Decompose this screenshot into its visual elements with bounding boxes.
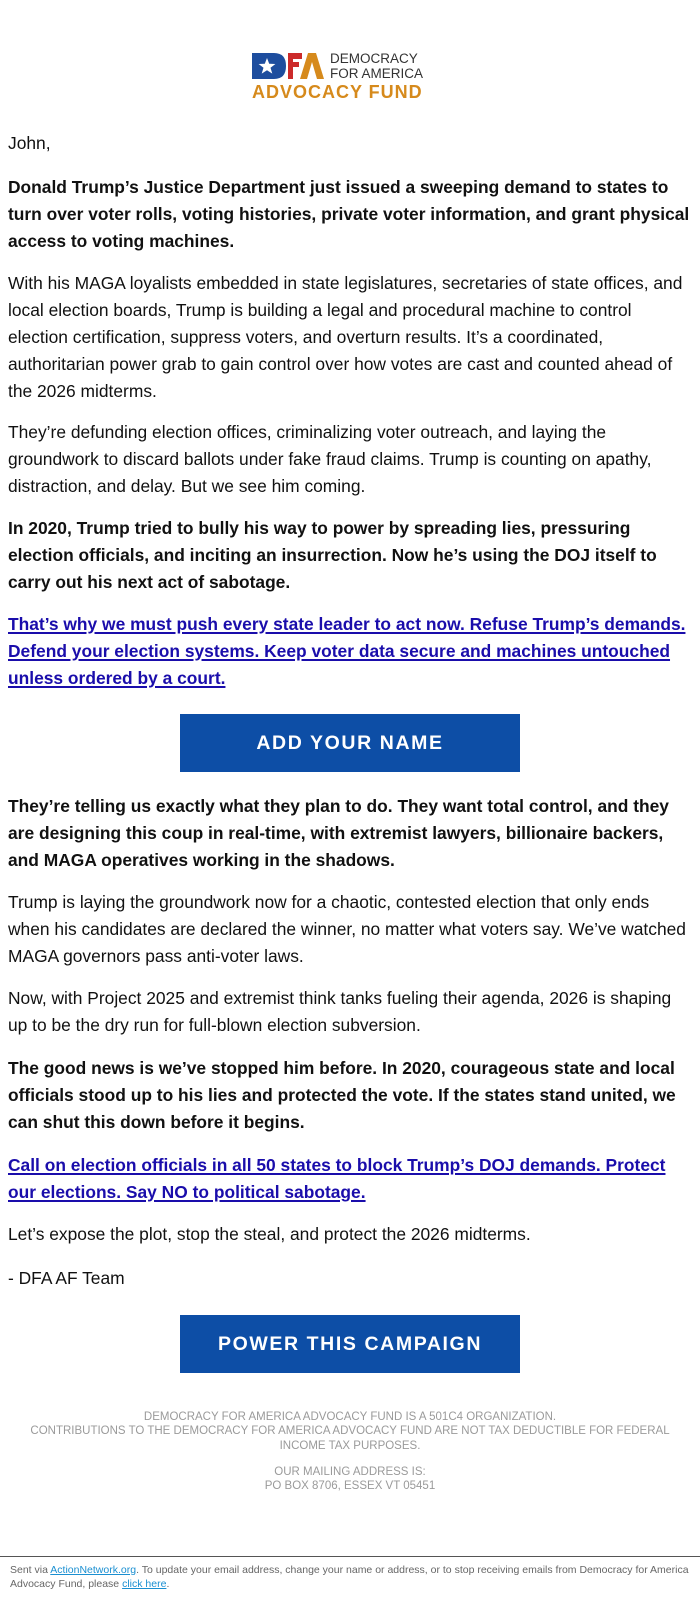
- footer-mailing-address: PO BOX 8706, ESSEX VT 05451: [264, 1480, 436, 1492]
- dfa-logo-graphic: [252, 48, 448, 104]
- paragraph-4: In 2020, Trump tried to bully his way to power by spreading lies, pressuring election officials, and inciting an insurrection. Now he’s using the DOJ itself to carry out his next act of sabotage.: [8, 518, 657, 592]
- paragraph-9: Let’s expose the plot, stop the steal, and protect the 2026 midterms.: [8, 1224, 531, 1244]
- add-your-name-button[interactable]: ADD YOUR NAME: [180, 714, 520, 772]
- paragraph-5: They’re telling us exactly what they plan to do. They want total control, and they are designing this coup in real-time, with extremist lawyers, billionaire backers, and MAGA operatives working in the shadows.: [8, 796, 669, 870]
- paragraph-6: Trump is laying the groundwork now for a chaotic, contested election that only ends when his candidates are declared the winner, no matter what voters say. We’ve watched MAGA governors pass anti-voter laws.: [8, 892, 686, 966]
- actionnetwork-link[interactable]: ActionNetwork.org: [50, 1564, 137, 1576]
- paragraph-8: The good news is we’ve stopped him before. In 2020, courageous state and local officials stood up to his lies and protected the vote. If the states stand united, we can shut this down before it begins.: [8, 1058, 676, 1132]
- logo-line2: FOR AMERICA: [330, 66, 424, 81]
- signature: - DFA AF Team: [8, 1268, 125, 1288]
- sent-middle: . To update your email address, change your name or address, or to stop receiving emails from Democracy for America Advocacy Fund, please: [10, 1564, 689, 1590]
- footer-org-line: DEMOCRACY FOR AMERICA ADVOCACY FUND IS A 501C4 ORGANIZATION.: [143, 1411, 557, 1423]
- paragraph-1: Donald Trump’s Justice Department just issued a sweeping demand to states to turn over voter rolls, voting histories, private voter information, and grant physical access to voting machines.: [8, 177, 690, 251]
- paragraph-2: With his MAGA loyalists embedded in state legislatures, secretaries of state offices, and local election boards, Trump is building a legal and procedural machine to control election certification, suppress voters, and overturn results. It’s a coordinated, authoritarian power grab to gain control over how votes are cast and counted ahead of the 2026 midterms.: [8, 273, 683, 401]
- click-here-link[interactable]: click here: [122, 1578, 167, 1590]
- petition-link-2[interactable]: Call on election officials in all 50 states to block Trump’s DOJ demands. Protect our elections. Say NO to political sabotage.: [8, 1155, 666, 1202]
- link-paragraph-2: [8, 1152, 692, 1206]
- power-this-campaign-button[interactable]: POWER THIS CAMPAIGN: [180, 1315, 520, 1373]
- link-paragraph-1: [8, 611, 692, 692]
- logo-line3: ADVOCACY FUND: [252, 82, 423, 102]
- sent-via-notice: [10, 1563, 690, 1591]
- paragraph-3: They’re defunding election offices, criminalizing voter outreach, and laying the groundwork to discard ballots under fake fraud claims. Trump is counting on apathy, distraction, and delay. But we see him coming.: [8, 422, 652, 496]
- footer-mailing-label: OUR MAILING ADDRESS IS:: [274, 1466, 426, 1478]
- sent-suffix: .: [166, 1578, 170, 1590]
- petition-link-1[interactable]: That’s why we must push every state leader to act now. Refuse Trump’s demands. Defend your election systems. Keep voter data secure and machines untouched unless ordered by a court.: [8, 614, 686, 688]
- paragraph-7: Now, with Project 2025 and extremist think tanks fueling their agenda, 2026 is shaping up to be the dry run for full-blown election subversion.: [8, 988, 672, 1035]
- logo-line1: DEMOCRACY: [330, 51, 418, 66]
- footer-tax-line: CONTRIBUTIONS TO THE DEMOCRACY FOR AMERICA ADVOCACY FUND ARE NOT TAX DEDUCTIBLE FOR FEDERAL INCOME TAX PURPOSES.: [30, 1425, 670, 1452]
- sent-prefix: Sent via: [10, 1564, 51, 1576]
- greeting: John,: [8, 133, 51, 153]
- dfa-logo: [252, 48, 448, 104]
- footer-divider: [0, 1556, 700, 1557]
